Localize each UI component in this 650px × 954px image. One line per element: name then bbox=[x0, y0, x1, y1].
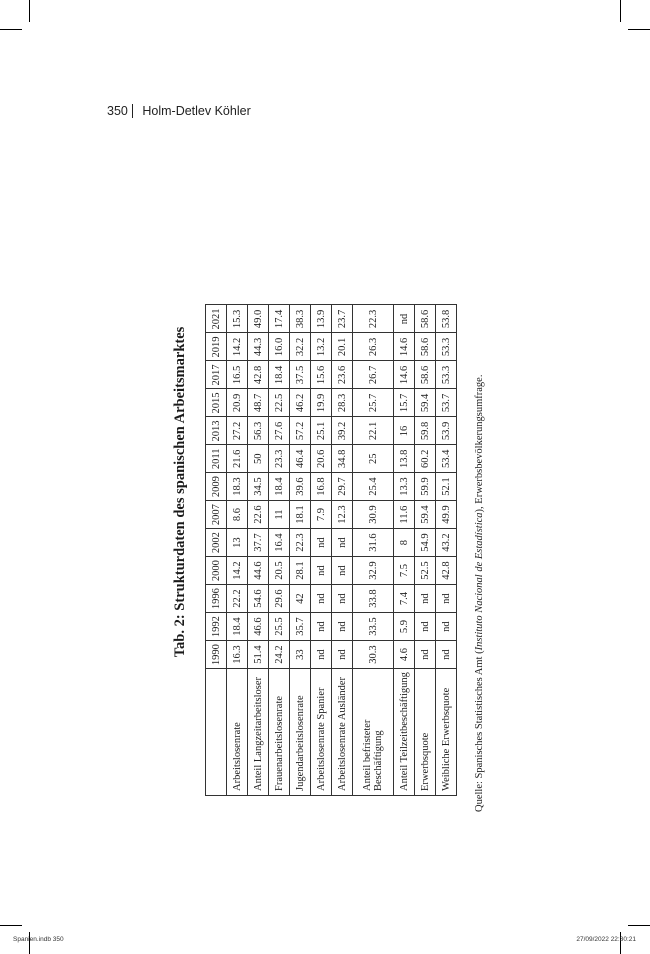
table-row bbox=[290, 305, 311, 796]
year-header: 2000 bbox=[206, 557, 227, 585]
table-cell: 30.9 bbox=[353, 501, 394, 529]
table-cell: 19.9 bbox=[311, 389, 332, 417]
table-cell: 53.9 bbox=[436, 417, 457, 445]
table-cell: 49.0 bbox=[248, 305, 269, 333]
table-cell: 25.1 bbox=[311, 417, 332, 445]
table-cell: 7.4 bbox=[394, 585, 415, 613]
table-cell: 25 bbox=[353, 445, 394, 473]
table-cell: 39.6 bbox=[290, 473, 311, 501]
table-cell: 26.3 bbox=[353, 333, 394, 361]
row-label: Arbeitslosenrate bbox=[227, 669, 248, 796]
row-label: Erwerbsquote bbox=[415, 669, 436, 796]
table-cell: 14.2 bbox=[227, 557, 248, 585]
table-cell: 18.4 bbox=[269, 473, 290, 501]
table-cell: 13 bbox=[227, 529, 248, 557]
table-cell: 28.3 bbox=[332, 389, 353, 417]
table-cell: 12.3 bbox=[332, 501, 353, 529]
row-label: Arbeitslosenrate Spanier bbox=[311, 669, 332, 796]
table-cell: 23.7 bbox=[332, 305, 353, 333]
source-institute: Instituto Nacional de Estadística bbox=[474, 512, 485, 651]
table-cell: 32.2 bbox=[290, 333, 311, 361]
crop-mark bbox=[0, 29, 22, 30]
table-cell: 27.6 bbox=[269, 417, 290, 445]
table-cell: 21.6 bbox=[227, 445, 248, 473]
running-head bbox=[107, 104, 251, 118]
table-cell: 60.2 bbox=[415, 445, 436, 473]
table-cell: 15.6 bbox=[311, 361, 332, 389]
table-cell: 20.9 bbox=[227, 389, 248, 417]
table-row bbox=[227, 305, 248, 796]
year-header: 2011 bbox=[206, 445, 227, 473]
source-note bbox=[474, 166, 485, 812]
table-cell: 51.4 bbox=[248, 641, 269, 669]
footer-timestamp: 27/09/2022 22:30:21 bbox=[576, 936, 636, 943]
row-label-line: Anteil befristeter bbox=[362, 719, 373, 791]
table-cell: 23.3 bbox=[269, 445, 290, 473]
table-row bbox=[436, 305, 457, 796]
table-cell: nd bbox=[332, 557, 353, 585]
table-row bbox=[353, 305, 394, 796]
row-label: Anteil Teilzeitbeschäftigung bbox=[394, 669, 415, 796]
table-cell: nd bbox=[311, 557, 332, 585]
crop-mark bbox=[620, 0, 621, 22]
table-cell: 11 bbox=[269, 501, 290, 529]
table-cell: 31.6 bbox=[353, 529, 394, 557]
table-cell: 5.9 bbox=[394, 613, 415, 641]
year-header: 2021 bbox=[206, 305, 227, 333]
author-name: Holm-Detlev Köhler bbox=[142, 104, 251, 118]
row-label-line: Beschäftigung bbox=[373, 730, 384, 791]
table-cell: 7.9 bbox=[311, 501, 332, 529]
table-cell: 29.7 bbox=[332, 473, 353, 501]
table-cell: nd bbox=[332, 529, 353, 557]
table-cell: 53.8 bbox=[436, 305, 457, 333]
table-cell: 26.7 bbox=[353, 361, 394, 389]
year-header: 2007 bbox=[206, 501, 227, 529]
footer-file: Spanien.indb 350 bbox=[13, 936, 64, 943]
header-divider bbox=[132, 104, 134, 118]
table-cell: 58.6 bbox=[415, 361, 436, 389]
table-cell: 16.8 bbox=[311, 473, 332, 501]
table-cell: 59.8 bbox=[415, 417, 436, 445]
table-row bbox=[269, 305, 290, 796]
table-cell: 28.1 bbox=[290, 557, 311, 585]
table-cell: 50 bbox=[248, 445, 269, 473]
rotated-table-block bbox=[170, 166, 485, 826]
table-cell: 53.3 bbox=[436, 333, 457, 361]
table-cell: nd bbox=[332, 585, 353, 613]
table-cell: 14.2 bbox=[227, 333, 248, 361]
row-label: Anteil Langzeitarbeitsloser bbox=[248, 669, 269, 796]
table-cell: 16.4 bbox=[269, 529, 290, 557]
table-cell: nd bbox=[415, 641, 436, 669]
table-cell: 34.8 bbox=[332, 445, 353, 473]
table-cell: 58.6 bbox=[415, 333, 436, 361]
table-cell: 14.6 bbox=[394, 333, 415, 361]
table-cell: 43.2 bbox=[436, 529, 457, 557]
table-cell: 16 bbox=[394, 417, 415, 445]
year-header: 1992 bbox=[206, 613, 227, 641]
table-cell: 52.5 bbox=[415, 557, 436, 585]
table-cell: 25.7 bbox=[353, 389, 394, 417]
table-row bbox=[332, 305, 353, 796]
table-cell: nd bbox=[311, 613, 332, 641]
table-cell: nd bbox=[436, 613, 457, 641]
table-cell: 8.6 bbox=[227, 501, 248, 529]
table-cell: 24.2 bbox=[269, 641, 290, 669]
table-cell: 17.4 bbox=[269, 305, 290, 333]
table-cell: 38.3 bbox=[290, 305, 311, 333]
row-label: Jugendarbeitslosenrate bbox=[290, 669, 311, 796]
table-cell: 37.7 bbox=[248, 529, 269, 557]
table-cell: 20.6 bbox=[311, 445, 332, 473]
labour-market-table bbox=[205, 304, 457, 796]
table-cell: 37.5 bbox=[290, 361, 311, 389]
crop-mark bbox=[628, 29, 650, 30]
year-header: 2017 bbox=[206, 361, 227, 389]
table-cell: 56.3 bbox=[248, 417, 269, 445]
table-cell: nd bbox=[332, 613, 353, 641]
table-title: Tab. 2: Strukturdaten des spanischen Arbeitsmarktes bbox=[172, 326, 188, 658]
table-row bbox=[311, 305, 332, 796]
table-cell: 57.2 bbox=[290, 417, 311, 445]
table-cell: 46.6 bbox=[248, 613, 269, 641]
table-cell: 54.9 bbox=[415, 529, 436, 557]
table-cell: 22.5 bbox=[269, 389, 290, 417]
table-cell: 22.2 bbox=[227, 585, 248, 613]
table-cell: 7.5 bbox=[394, 557, 415, 585]
table-cell: 39.2 bbox=[332, 417, 353, 445]
table-cell: 27.2 bbox=[227, 417, 248, 445]
year-header: 2002 bbox=[206, 529, 227, 557]
table-cell: 53.7 bbox=[436, 389, 457, 417]
table-cell: 44.3 bbox=[248, 333, 269, 361]
table-cell: 44.6 bbox=[248, 557, 269, 585]
table-cell: 13.9 bbox=[311, 305, 332, 333]
table-cell: 42.8 bbox=[248, 361, 269, 389]
table-cell: 33 bbox=[290, 641, 311, 669]
table-cell: 29.6 bbox=[269, 585, 290, 613]
table-cell: 42.8 bbox=[436, 557, 457, 585]
table-row bbox=[394, 305, 415, 796]
year-header: 1990 bbox=[206, 641, 227, 669]
table-cell: 42 bbox=[290, 585, 311, 613]
source-prefix: Quelle: Spanisches Statistisches Amt ( bbox=[474, 650, 485, 812]
table-cell: 15.7 bbox=[394, 389, 415, 417]
row-label: Weibliche Erwerbsquote bbox=[436, 669, 457, 796]
table-cell: 59.4 bbox=[415, 501, 436, 529]
table-cell: 22.3 bbox=[290, 529, 311, 557]
table-cell: 16.0 bbox=[269, 333, 290, 361]
table-cell: 30.3 bbox=[353, 641, 394, 669]
table-cell: nd bbox=[436, 585, 457, 613]
year-header: 2015 bbox=[206, 389, 227, 417]
header-corner-cell bbox=[206, 669, 227, 796]
table-cell: nd bbox=[394, 305, 415, 333]
table-cell: 32.9 bbox=[353, 557, 394, 585]
table-cell: 18.4 bbox=[269, 361, 290, 389]
year-header: 2019 bbox=[206, 333, 227, 361]
table-cell: nd bbox=[332, 641, 353, 669]
table-cell: nd bbox=[311, 641, 332, 669]
table-cell: 8 bbox=[394, 529, 415, 557]
table-cell: nd bbox=[311, 529, 332, 557]
table-row bbox=[415, 305, 436, 796]
table-cell: 23.6 bbox=[332, 361, 353, 389]
table-row bbox=[248, 305, 269, 796]
table-cell: 20.5 bbox=[269, 557, 290, 585]
year-header: 1996 bbox=[206, 585, 227, 613]
table-cell: 4.6 bbox=[394, 641, 415, 669]
row-label: Frauenarbeitslosenrate bbox=[269, 669, 290, 796]
table-cell: 16.5 bbox=[227, 361, 248, 389]
table-cell: 25.5 bbox=[269, 613, 290, 641]
year-header: 2009 bbox=[206, 473, 227, 501]
table-cell: 35.7 bbox=[290, 613, 311, 641]
source-suffix: ), Erwerbsbevölkerungsumfrage. bbox=[474, 374, 485, 513]
table-cell: 22.3 bbox=[353, 305, 394, 333]
table-cell: nd bbox=[415, 613, 436, 641]
table-cell: 22.6 bbox=[248, 501, 269, 529]
table-cell: 33.5 bbox=[353, 613, 394, 641]
table-cell: 59.4 bbox=[415, 389, 436, 417]
table-cell: nd bbox=[415, 585, 436, 613]
year-header: 2013 bbox=[206, 417, 227, 445]
table-cell: 16.3 bbox=[227, 641, 248, 669]
table-cell: 58.6 bbox=[415, 305, 436, 333]
table-cell: 18.3 bbox=[227, 473, 248, 501]
table-cell: 13.2 bbox=[311, 333, 332, 361]
row-label: Arbeitslosenrate Ausländer bbox=[332, 669, 353, 796]
table-cell: 18.4 bbox=[227, 613, 248, 641]
table-cell: 18.1 bbox=[290, 501, 311, 529]
page-number: 350 bbox=[107, 104, 128, 118]
table-cell: nd bbox=[311, 585, 332, 613]
table-cell: 54.6 bbox=[248, 585, 269, 613]
table-cell: 53.4 bbox=[436, 445, 457, 473]
table-cell: 13.8 bbox=[394, 445, 415, 473]
table-cell: 49.9 bbox=[436, 501, 457, 529]
crop-mark bbox=[0, 925, 22, 926]
table-cell: 13.3 bbox=[394, 473, 415, 501]
row-label bbox=[353, 669, 394, 796]
table-cell: 48.7 bbox=[248, 389, 269, 417]
table-cell: 59.9 bbox=[415, 473, 436, 501]
table-cell: 11.6 bbox=[394, 501, 415, 529]
crop-mark bbox=[29, 0, 30, 22]
crop-mark bbox=[628, 925, 650, 926]
table-cell: 46.4 bbox=[290, 445, 311, 473]
table-cell: 34.5 bbox=[248, 473, 269, 501]
table-cell: 53.3 bbox=[436, 361, 457, 389]
table-cell: 14.6 bbox=[394, 361, 415, 389]
table-cell: nd bbox=[436, 641, 457, 669]
table-cell: 15.3 bbox=[227, 305, 248, 333]
table-header-row bbox=[206, 305, 227, 796]
table-cell: 33.8 bbox=[353, 585, 394, 613]
table-cell: 22.1 bbox=[353, 417, 394, 445]
table-cell: 25.4 bbox=[353, 473, 394, 501]
table-cell: 52.1 bbox=[436, 473, 457, 501]
table-cell: 46.2 bbox=[290, 389, 311, 417]
table-cell: 20.1 bbox=[332, 333, 353, 361]
